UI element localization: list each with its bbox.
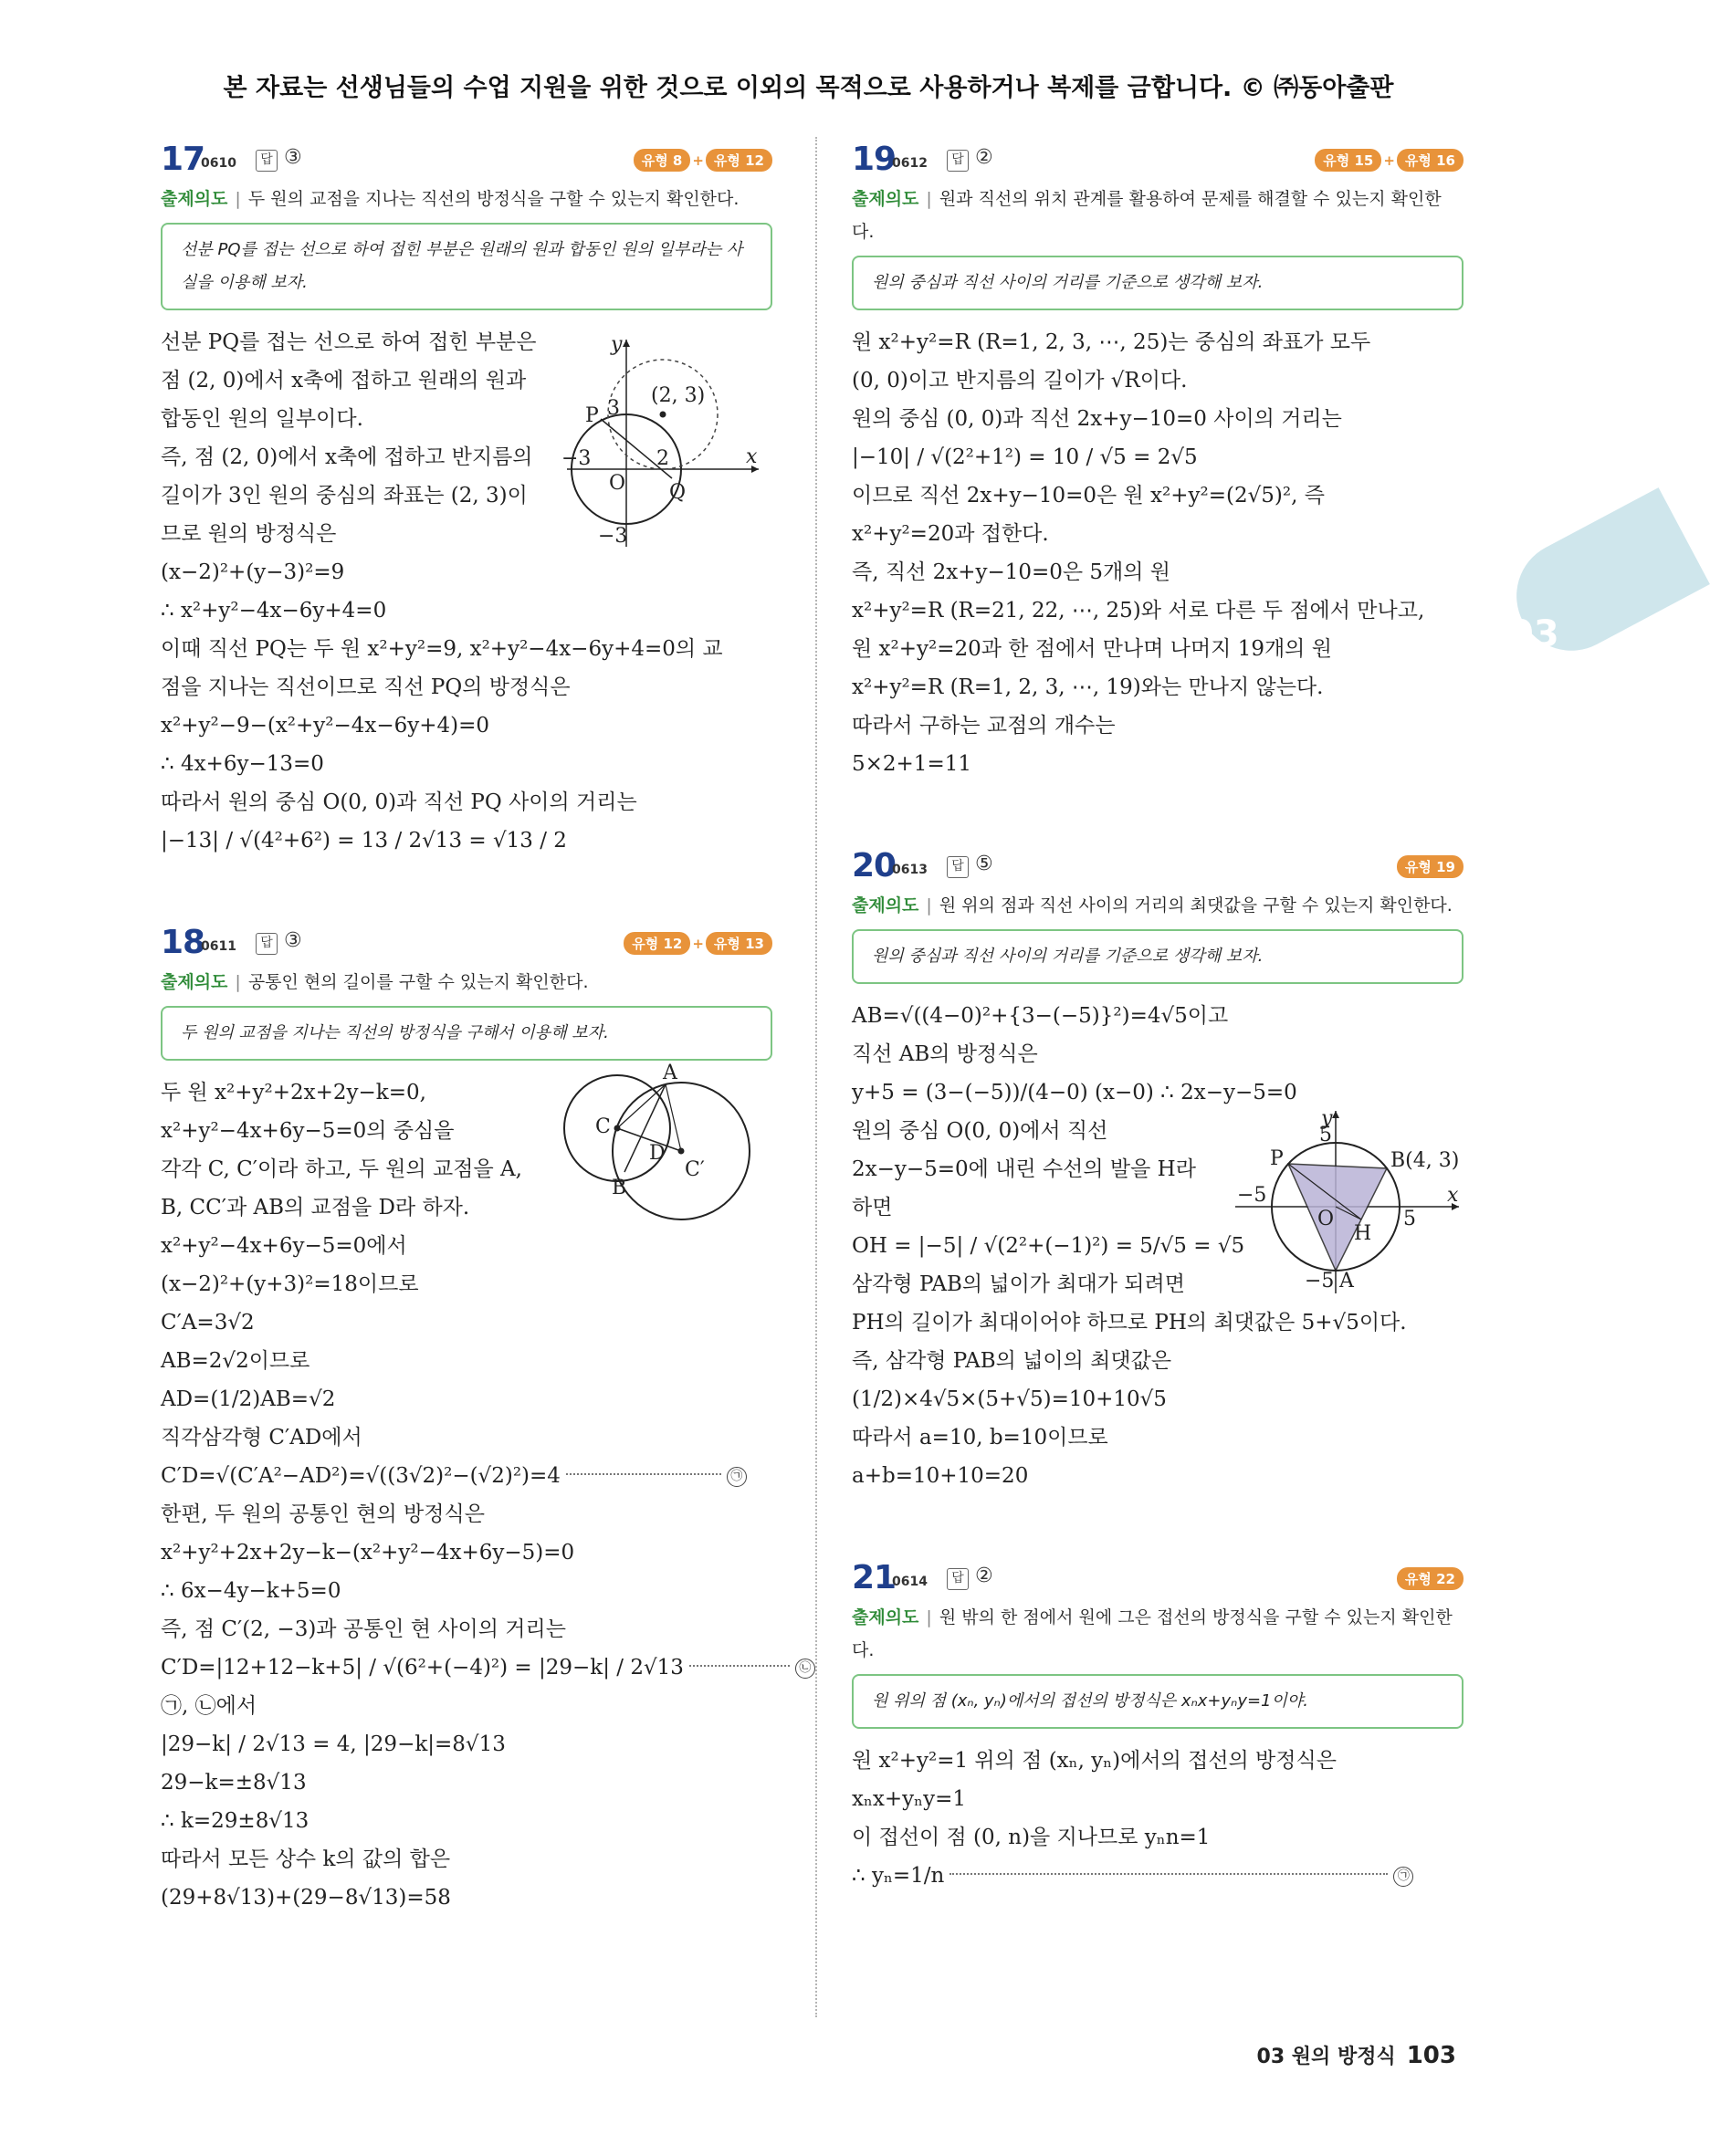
solution-body <box>852 1742 1463 1895</box>
equation: 5×2+1=11 <box>852 752 971 776</box>
equation: ∴ k=29±8√13 <box>161 1809 309 1833</box>
point-h-label: H <box>1354 1222 1372 1245</box>
intent-text: 원 위의 점과 직선 사이의 거리의 최댓값을 구할 수 있는지 확인한다. <box>939 895 1453 916</box>
problem-code: 0612 <box>892 156 928 171</box>
equation: a+b=10+10=20 <box>852 1464 1029 1488</box>
tick-neg5x-label: −5 <box>1237 1184 1267 1207</box>
solution-line: 합동인 원의 일부이다. <box>161 407 363 431</box>
solution-line: 따라서 구하는 교점의 개수는 <box>852 714 1116 738</box>
leader-dots <box>949 1873 1388 1875</box>
intent-label: 출제의도 <box>852 895 919 916</box>
intent-text: 공통인 현의 길이를 구할 수 있는지 확인한다. <box>247 972 589 992</box>
solution-body <box>852 323 1463 783</box>
solution-line: 따라서 모든 상수 k의 값의 합은 <box>161 1847 451 1871</box>
spacer <box>161 860 772 920</box>
equation: (1/2)×4√5×(5+√5)=10+10√5 <box>852 1387 1167 1411</box>
point-p-label: P <box>585 404 599 427</box>
equation: (x−2)²+(y+3)²=18이므로 <box>161 1272 419 1296</box>
problem-21-header <box>852 1559 1463 1599</box>
type-badges <box>1315 149 1463 172</box>
solution-line: x²+y²=R (R=21, 22, ⋯, 25)와 서로 다른 두 점에서 만나고, <box>852 599 1425 623</box>
solution-line: 므로 원의 방정식은 <box>161 522 337 546</box>
intent-label: 출제의도 <box>161 189 228 209</box>
equation: x²+y²+2x+2y−k−(x²+y²−4x+6y−5)=0 <box>161 1541 575 1565</box>
point-q-label: Q <box>669 481 687 504</box>
type-badge: 유형 13 <box>706 932 772 955</box>
equation: ∴ x²+y²−4x−6y+4=0 <box>161 599 387 623</box>
intent-bar: | <box>926 895 932 916</box>
marker-label: ㉡ <box>795 1659 815 1679</box>
problem-number: 21 <box>852 1559 897 1596</box>
solution-line: 점을 지나는 직선이므로 직선 PQ의 방정식은 <box>161 675 571 699</box>
axis-x-label: x <box>1447 1184 1459 1207</box>
left-column <box>161 137 812 1917</box>
point-a-label: A <box>1339 1270 1354 1293</box>
axis-y-label: y <box>611 333 623 356</box>
solution-line: 삼각형 PAB의 넓이가 최대가 되려면 <box>852 1272 1185 1296</box>
tick-neg5y-label: −5 <box>1305 1270 1335 1293</box>
equation: (x−2)²+(y−3)²=9 <box>161 560 345 584</box>
solution-line: 원 x²+y²=20과 한 점에서 만나며 나머지 19개의 원 <box>852 637 1332 661</box>
equation: AD=(1/2)AB=√2 <box>161 1387 336 1411</box>
solution-line: 직각삼각형 C′AD에서 <box>161 1426 362 1450</box>
solution-line: (0, 0)이고 반지름의 길이가 √R이다. <box>852 369 1188 392</box>
type-plus: + <box>692 152 704 169</box>
solution-line: 따라서 a=10, b=10이므로 <box>852 1426 1108 1450</box>
answer-value: ② <box>975 146 993 169</box>
equation: |−10| / √(2²+1²) = 10 / √5 = 2√5 <box>852 445 1198 469</box>
origin-label: O <box>1317 1208 1335 1230</box>
solution-line: 길이가 3인 원의 중심의 좌표는 (2, 3)이 <box>161 484 528 508</box>
answer-icon: 답 <box>256 150 278 172</box>
intent-bar: | <box>235 189 241 209</box>
equation: x²+y²=20과 접한다. <box>852 522 1049 546</box>
solution-body <box>161 323 772 860</box>
equation: |−13| / √(4²+6²) = 13 / 2√13 = √13 / 2 <box>161 829 567 853</box>
chapter-title: 03 원의 방정식 <box>1256 2046 1396 2068</box>
solution-line: 즉, 삼각형 PAB의 넓이의 최댓값은 <box>852 1349 1172 1373</box>
equation: 29−k=±8√13 <box>161 1771 307 1795</box>
equation: x²+y²−9−(x²+y²−4x−6y+4)=0 <box>161 714 490 738</box>
answer-value: ③ <box>284 929 302 952</box>
equation: y+5 = (3−(−5))/(4−0) (x−0) ∴ 2x−y−5=0 <box>852 1081 1297 1104</box>
equation: 두 원 x²+y²+2x+2y−k=0, <box>161 1081 426 1104</box>
axis-y-label: y <box>1321 1107 1333 1130</box>
page-footer <box>1257 2041 1456 2069</box>
equation: C′D=√(C′A²−AD²)=√((3√2)²−(√2)²)=4 <box>161 1464 561 1488</box>
answer-value: ③ <box>284 146 302 169</box>
solution-line: 하면 <box>852 1196 893 1219</box>
problem-number: 19 <box>852 141 897 178</box>
solution-line: ㉠, ㉡에서 <box>161 1694 257 1718</box>
type-badges <box>634 149 772 172</box>
page-number: 103 <box>1406 2042 1456 2069</box>
type-badge: 유형 19 <box>1397 855 1463 878</box>
solution-line: 즉, 직선 2x+y−10=0은 5개의 원 <box>852 560 1171 584</box>
intent-text: 원 밖의 한 점에서 원에 그은 접선의 방정식을 구할 수 있는지 확인한다. <box>852 1607 1453 1660</box>
type-badge: 유형 8 <box>634 149 691 172</box>
problem-number: 18 <box>161 924 205 961</box>
intent-bar: | <box>926 1607 932 1627</box>
solution-line: 2x−y−5=0에 내린 수선의 발을 H라 <box>852 1157 1196 1181</box>
answer-icon: 답 <box>947 150 969 172</box>
equation: C′A=3√2 <box>161 1311 255 1334</box>
chapter-tab-label: 03 <box>1508 613 1559 655</box>
solution-line: 이므로 직선 2x+y−10=0은 원 x²+y²=(2√5)², 즉 <box>852 484 1325 508</box>
type-badges <box>624 932 772 955</box>
solution-line: 따라서 원의 중심 O(0, 0)과 직선 PQ 사이의 거리는 <box>161 790 637 814</box>
problem-code: 0610 <box>201 156 236 171</box>
axis-x-label: x <box>746 445 758 468</box>
tick-3-label: 3 <box>607 397 620 420</box>
tick-neg3y-label: −3 <box>598 525 628 548</box>
type-badge: 유형 15 <box>1315 149 1381 172</box>
problem-17 <box>161 141 772 860</box>
point-p-label: P <box>1270 1147 1284 1170</box>
solution-body <box>852 997 1463 1495</box>
solution-line: 원 x²+y²=R (R=1, 2, 3, ⋯, 25)는 중심의 좌표가 모두 <box>852 330 1371 354</box>
problem-intent <box>852 183 1463 248</box>
equation: xₙx+yₙy=1 <box>852 1787 967 1811</box>
equation: C′D=|12+12−k+5| / √(6²+(−4)²) = |29−k| / 2√13 <box>161 1656 684 1680</box>
intent-label: 출제의도 <box>852 189 919 209</box>
problem-19 <box>852 141 1463 783</box>
type-badge: 유형 12 <box>706 149 772 172</box>
answer-value: ⑤ <box>975 853 993 875</box>
answer-icon: 답 <box>256 933 278 955</box>
answer-icon: 답 <box>947 856 969 878</box>
hint-box: 두 원의 교점을 지나는 직선의 방정식을 구해서 이용해 보자. <box>161 1006 772 1061</box>
tick-neg3-label: −3 <box>561 447 592 470</box>
solution-line: 점 (2, 0)에서 x축에 접하고 원래의 원과 <box>161 369 527 392</box>
problem-20-figure <box>1235 1106 1463 1298</box>
intent-text: 두 원의 교점을 지나는 직선의 방정식을 구할 수 있는지 확인한다. <box>247 189 740 209</box>
type-badge: 유형 12 <box>624 932 690 955</box>
solution-line: 즉, 점 C′(2, −3)과 공통인 현 사이의 거리는 <box>161 1617 566 1641</box>
type-plus: + <box>692 936 704 952</box>
leader-dots <box>566 1473 721 1475</box>
problem-intent <box>852 1601 1463 1667</box>
answer-icon: 답 <box>947 1568 969 1590</box>
type-badge: 유형 22 <box>1397 1567 1463 1590</box>
problem-code: 0611 <box>201 939 236 954</box>
tick-5x-label: 5 <box>1403 1208 1416 1230</box>
right-column <box>852 137 1463 1895</box>
type-plus: + <box>1383 152 1395 169</box>
point-a-label: A <box>663 1062 677 1084</box>
center-label: (2, 3) <box>651 384 706 407</box>
equation: AB=2√2이므로 <box>161 1349 310 1373</box>
solution-line: PH의 길이가 최대이어야 하므로 PH의 최댓값은 5+√5이다. <box>852 1311 1407 1334</box>
solution-line: 원의 중심 O(0, 0)에서 직선 <box>852 1119 1108 1143</box>
equation: ∴ yₙ=1/n <box>852 1864 945 1888</box>
solution-line: 이때 직선 PQ는 두 원 x²+y²=9, x²+y²−4x−6y+4=0의 교 <box>161 637 723 661</box>
intent-label: 출제의도 <box>161 972 228 992</box>
equation-with-mark <box>161 1648 812 1687</box>
solution-line: 원 x²+y²=1 위의 점 (xₙ, yₙ)에서의 접선의 방정식은 <box>852 1749 1337 1773</box>
problem-intent <box>852 889 1463 922</box>
equation: x²+y²−4x+6y−5=0의 중심을 <box>161 1119 455 1143</box>
spacer <box>852 783 1463 843</box>
equation-with-mark <box>852 1857 1463 1895</box>
marker-label: ㉠ <box>1393 1867 1413 1887</box>
problem-18-header <box>161 924 772 964</box>
spacer <box>852 1495 1463 1555</box>
problem-intent <box>161 966 772 999</box>
problem-code: 0614 <box>892 1575 928 1589</box>
equation: x²+y²−4x+6y−5=0에서 <box>161 1234 407 1258</box>
problem-number: 17 <box>161 141 205 178</box>
equation: ∴ 6x−4y−k+5=0 <box>161 1579 341 1603</box>
column-divider <box>815 137 817 2017</box>
problem-17-figure <box>561 332 768 551</box>
solution-line: 선분 PQ를 접는 선으로 하여 접힌 부분은 <box>161 330 537 354</box>
tick-5y-label: 5 <box>1319 1124 1332 1146</box>
type-badges <box>1397 855 1463 878</box>
tick-2-label: 2 <box>656 447 669 470</box>
intent-label: 출제의도 <box>852 1607 919 1627</box>
intent-bar: | <box>926 189 932 209</box>
problem-intent <box>161 183 772 215</box>
type-badges <box>1397 1567 1463 1590</box>
solution-line: 원의 중심 (0, 0)과 직선 2x+y−10=0 사이의 거리는 <box>852 407 1342 431</box>
hint-box: 원 위의 점 (xₙ, yₙ)에서의 접선의 방정식은 xₙx+yₙy=1이야. <box>852 1674 1463 1729</box>
marker-label: ㉠ <box>727 1467 747 1487</box>
equation: AB=√((4−0)²+{3−(−5)}²)=4√5이고 <box>852 1004 1229 1028</box>
intent-bar: | <box>235 972 241 992</box>
answer-value: ② <box>975 1565 993 1587</box>
point-b-label: B(4, 3) <box>1390 1149 1460 1172</box>
equation: (29+8√13)+(29−8√13)=58 <box>161 1886 451 1910</box>
problem-18 <box>161 924 812 1917</box>
type-badge: 유형 16 <box>1397 149 1463 172</box>
solution-line: 각각 C, C′이라 하고, 두 원의 교점을 A, <box>161 1157 522 1181</box>
point-b-label: B <box>612 1177 627 1199</box>
origin-label: O <box>609 472 626 495</box>
hint-box: 원의 중심과 직선 사이의 거리를 기준으로 생각해 보자. <box>852 929 1463 984</box>
problem-20-header <box>852 847 1463 887</box>
problem-21 <box>852 1559 1463 1895</box>
hint-box: 선분 PQ를 접는 선으로 하여 접힌 부분은 원래의 원과 합동인 원의 일부라는 사실을 이용해 보자. <box>161 223 772 310</box>
hint-box: 원의 중심과 직선 사이의 거리를 기준으로 생각해 보자. <box>852 256 1463 310</box>
solution-line: 한편, 두 원의 공통인 현의 방정식은 <box>161 1502 485 1526</box>
equation: |29−k| / 2√13 = 4, |29−k|=8√13 <box>161 1732 506 1756</box>
equation: OH = |−5| / √(2²+(−1)²) = 5/√5 = √5 <box>852 1234 1245 1258</box>
leader-dots <box>689 1665 790 1667</box>
problem-19-header <box>852 141 1463 181</box>
solution-line: x²+y²=R (R=1, 2, 3, ⋯, 19)와는 만나지 않는다. <box>852 675 1324 699</box>
solution-line: 즉, 점 (2, 0)에서 x축에 접하고 반지름의 <box>161 445 533 469</box>
equation: ∴ 4x+6y−13=0 <box>161 752 324 776</box>
solution-line: B, CC′과 AB의 교점을 D라 하자. <box>161 1196 470 1219</box>
problem-17-header <box>161 141 772 181</box>
solution-line: 직선 AB의 방정식은 <box>852 1042 1038 1066</box>
problem-20 <box>852 847 1463 1495</box>
point-c-label: C <box>595 1115 611 1138</box>
point-cprime-label: C′ <box>685 1158 705 1181</box>
problem-number: 20 <box>852 847 897 884</box>
solution-body <box>161 1062 812 1917</box>
solution-line: 이 접선이 점 (0, n)을 지나므로 yₙn=1 <box>852 1826 1211 1849</box>
copyright-header: 본 자료는 선생님들의 수업 지원을 위한 것으로 이외의 목적으로 사용하거나 복제를 금합니다. © ㈜동아출판 <box>223 74 1394 102</box>
equation-with-mark <box>161 1457 772 1495</box>
problem-18-figure <box>562 1064 772 1238</box>
intent-text: 원과 직선의 위치 관계를 활용하여 문제를 해결할 수 있는지 확인한다. <box>852 189 1442 242</box>
problem-code: 0613 <box>892 863 928 877</box>
point-d-label: D <box>649 1142 666 1165</box>
